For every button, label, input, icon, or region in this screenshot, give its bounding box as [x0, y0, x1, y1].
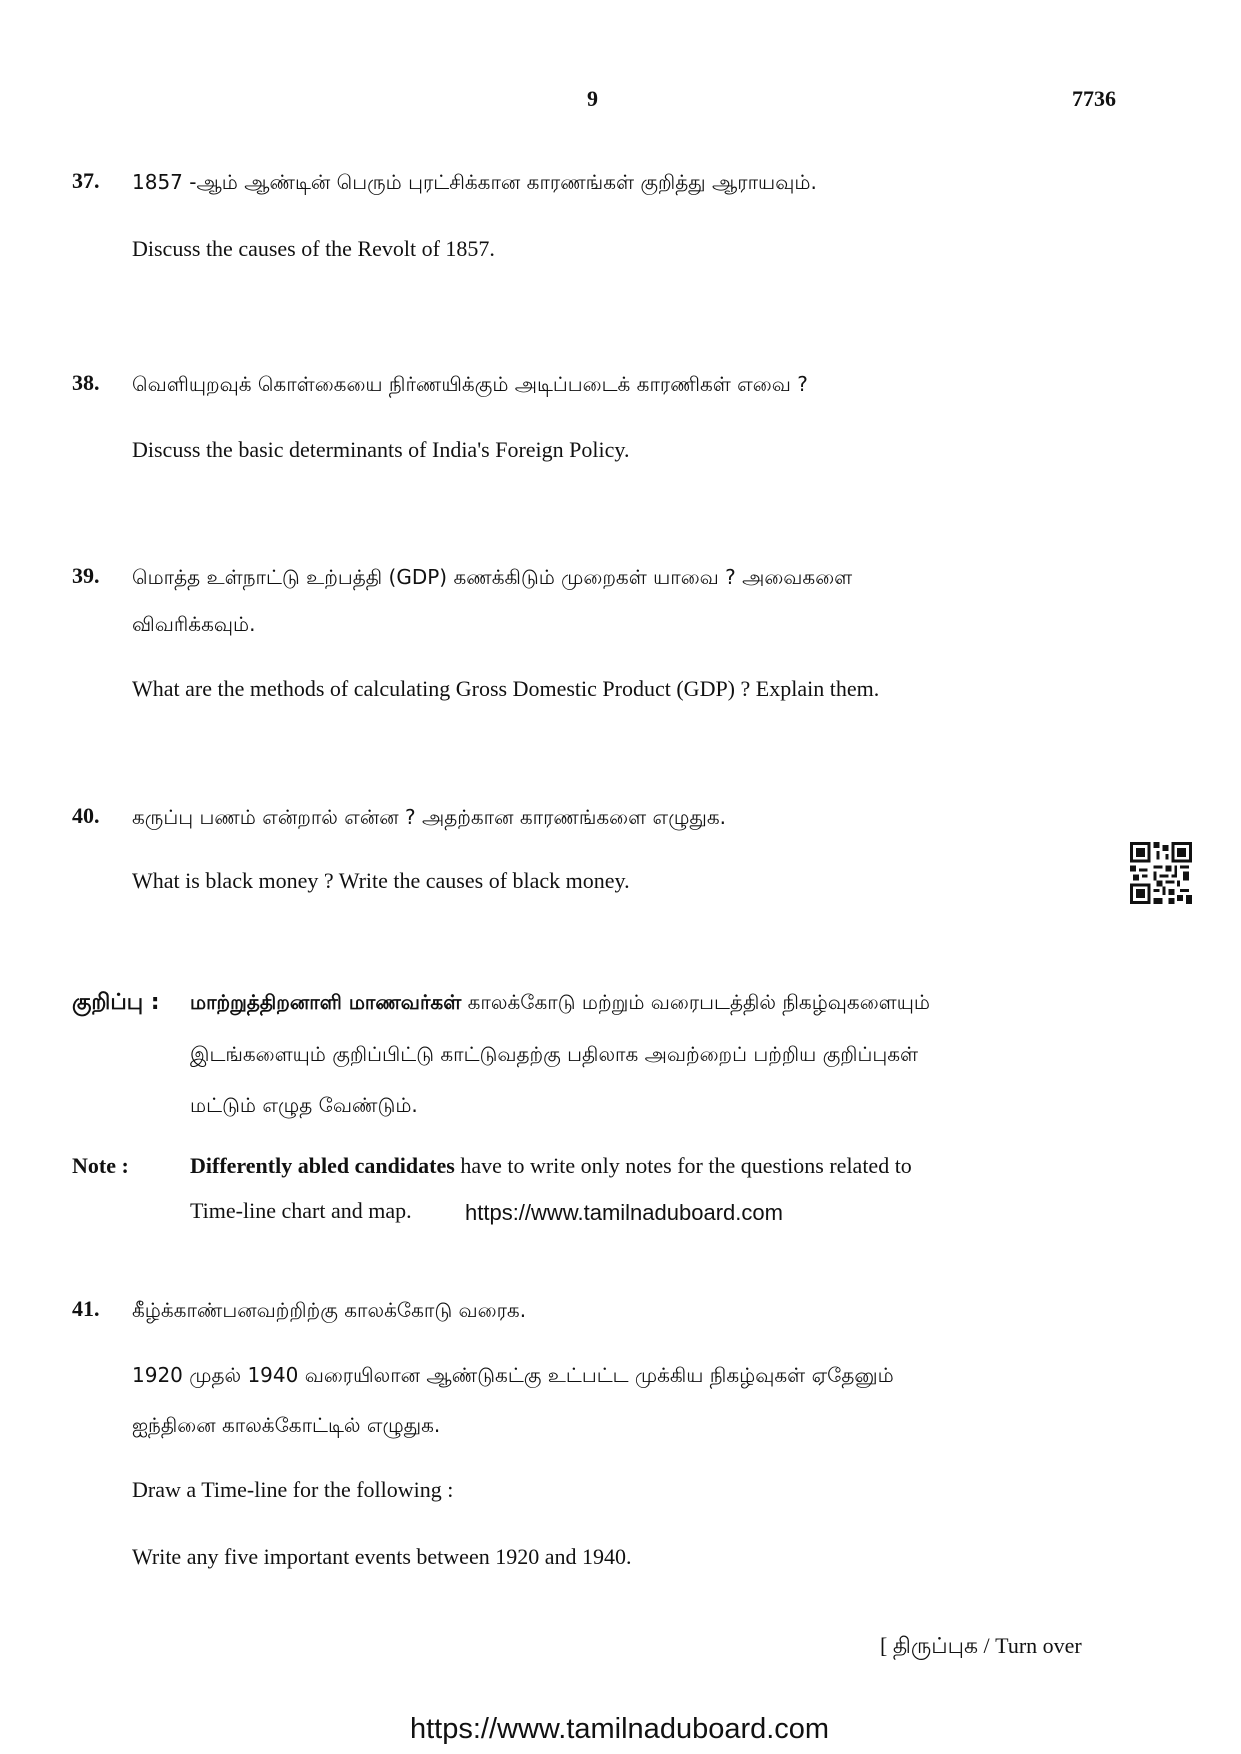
question-english: What is black money ? Write the causes of black money.	[132, 868, 630, 893]
question-number: 37.	[72, 168, 100, 193]
qr-code-icon	[1130, 842, 1192, 904]
english-note-line1	[190, 1153, 912, 1179]
footer-url-link[interactable]: https://www.tamilnaduboard.com	[410, 1713, 830, 1745]
question-english: Discuss the basic determinants of India's Foreign Policy.	[132, 437, 630, 462]
question-tamil: கருப்பு பணம் என்றால் என்ன ? அதற்கான காரணங்களை எழுதுக.	[132, 805, 726, 829]
tamil-note-line1	[190, 990, 930, 1017]
question-number: 38.	[72, 370, 100, 395]
english-note-label: Note :	[72, 1153, 129, 1178]
question-tamil-line1: மொத்த உள்நாட்டு உற்பத்தி (GDP) கணக்கிடும் முறைகள் யாவை ? அவைகளை	[132, 565, 853, 589]
tamil-note-line2: இடங்களையும் குறிப்பிட்டு காட்டுவதற்கு பதிலாக அவற்றைப் பற்றிய குறிப்புகள்	[190, 1042, 919, 1066]
turn-over-label: [ திருப்புக / Turn over	[880, 1633, 1082, 1658]
english-note-rest: have to write only notes for the questions related to	[454, 1153, 912, 1178]
english-note-bold: Differently abled candidates	[190, 1153, 455, 1178]
question-number: 40.	[72, 803, 100, 828]
inline-url-link[interactable]: https://www.tamilnaduboard.com	[465, 1200, 783, 1225]
page-number: 9	[587, 86, 598, 111]
question-tamil: வெளியுறவுக் கொள்கையை நிர்ணயிக்கும் அடிப்படைக் காரணிகள் எவை ?	[132, 372, 808, 396]
question-tamil-line2: விவரிக்கவும்.	[132, 612, 256, 636]
question-tamil: 1857 -ஆம் ஆண்டின் பெரும் புரட்சிக்கான காரணங்கள் குறித்து ஆராயவும்.	[132, 170, 817, 194]
question-tamil-title: கீழ்க்காண்பனவற்றிற்கு காலக்கோடு வரைக.	[132, 1298, 527, 1322]
question-english: What are the methods of calculating Gross Domestic Product (GDP) ? Explain them.	[132, 676, 880, 701]
tamil-note-line3: மட்டும் எழுத வேண்டும்.	[190, 1093, 418, 1117]
question-english: Discuss the causes of the Revolt of 1857.	[132, 236, 495, 261]
question-number: 39.	[72, 563, 100, 588]
question-english-title: Draw a Time-line for the following :	[132, 1477, 454, 1502]
question-tamil-line2: ஐந்தினை காலக்கோட்டில் எழுதுக.	[132, 1413, 441, 1437]
tamil-note-label: குறிப்பு :	[72, 990, 160, 1015]
question-english-body: Write any five important events between 1920 and 1940.	[132, 1544, 632, 1569]
question-number: 41.	[72, 1296, 100, 1321]
question-tamil-line1: 1920 முதல் 1940 வரையிலான ஆண்டுகட்கு உட்பட்ட முக்கிய நிகழ்வுகள் ஏதேனும்	[132, 1363, 894, 1387]
tamil-note-bold: மாற்றுத்திறனாளி மாணவர்கள்	[190, 990, 462, 1014]
tamil-note-rest: காலக்கோடு மற்றும் வரைபடத்தில் நிகழ்வுகளையும்	[461, 990, 930, 1014]
english-note-line2: Time-line chart and map.	[190, 1198, 412, 1223]
paper-code: 7736	[1072, 86, 1116, 111]
